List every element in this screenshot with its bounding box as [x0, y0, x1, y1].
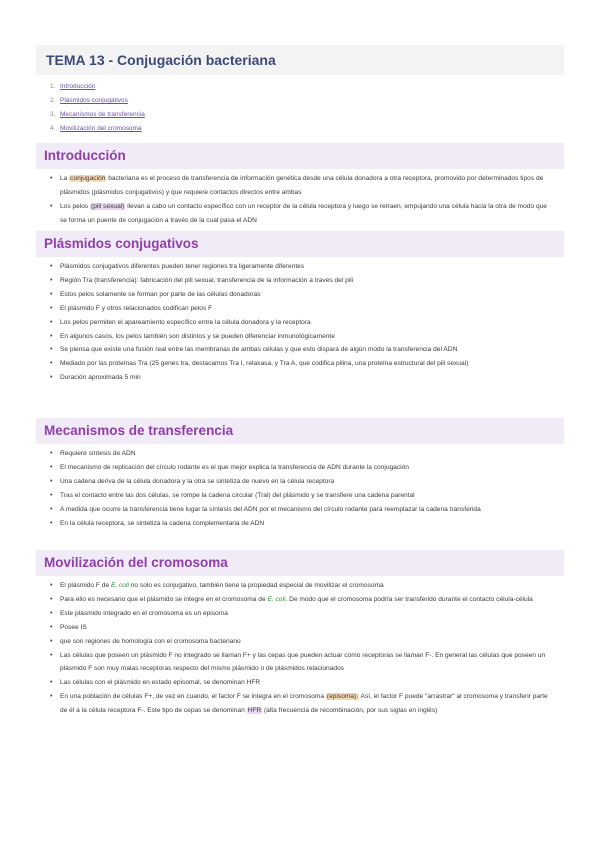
list-item: • Las células con el plásmido en estado episomal, se denominan HFR	[50, 676, 555, 690]
toc-number: 2.	[50, 97, 56, 104]
list-item: • En la célula receptora, se sintetiza la cadena complementaria de ADN	[50, 517, 555, 531]
toc-number: 3.	[50, 111, 56, 118]
toc-link-movilizacion[interactable]: Movilización del cromosoma	[60, 125, 142, 132]
list-item: • Mediado por las proteínas Tra (25 genes tra, destacamos Tra I, relaxasa, y Tra A, que codifica pilina, una proteína estructural del pili sexual)	[50, 357, 555, 371]
list-item: • Duración aproximada 5 min	[50, 371, 555, 385]
section-heading-introduccion	[36, 143, 564, 169]
section-heading-plasmidos	[36, 231, 564, 257]
text: (alta frecuencia de recombinación, por sus siglas en inglés)	[262, 707, 438, 715]
text: El plásmido F de	[60, 582, 111, 589]
section-title: Introducción	[44, 148, 126, 163]
title-bar	[36, 45, 564, 75]
list-item: • El mecanismo de replicación del círculo rodante es el que mejor explica la transferencia de ADN durante la conjugación	[50, 461, 555, 475]
table-of-contents	[50, 80, 145, 136]
list-item: • El plásmido F y otros relacionados codifican pelos F	[50, 302, 555, 316]
text: no solo es conjugativo, también tiene la propiedad especial de movilizar el cromosoma	[128, 582, 384, 589]
toc-link-introduccion[interactable]: Introducción	[60, 83, 96, 90]
list-item	[50, 579, 555, 593]
highlight-term: (episoma).	[326, 693, 359, 701]
list-item: • Este plásmido integrado en el cromosoma es un episoma	[50, 607, 555, 621]
section-body-movilizacion	[50, 579, 555, 718]
highlight-term: conjugación	[70, 175, 106, 182]
section-body-mecanismos	[50, 447, 555, 530]
section-title: Mecanismos de transferencia	[44, 423, 234, 438]
text: En una población de células F+, de vez en cuando, el factor F se integra en el cromosoma	[60, 693, 326, 701]
list-item: • Plásmidos conjugativos diferentes pueden tener regiones tra ligeramente diferentes	[50, 260, 555, 274]
toc-item	[50, 94, 145, 108]
species-name: E. coli	[110, 582, 129, 589]
species-name: E. coli	[267, 595, 286, 603]
section-title: Movilización del cromosoma	[44, 555, 228, 570]
text: Para ello es necesario que el plásmido se integre en el cromosoma de	[60, 595, 268, 603]
list-item: • Se piensa que existe una fusión real entre las membranas de ambas células y que esto dispara de algún modo la transferencia del ADN	[50, 343, 555, 357]
list-item: • Región Tra (transferencia): fabricación del pili sexual, transferencia de la información a través del pili	[50, 274, 555, 288]
section-body-plasmidos	[50, 260, 555, 385]
list-item	[50, 200, 555, 228]
section-heading-mecanismos	[36, 418, 564, 444]
highlight-term: HFR	[247, 707, 262, 715]
list-item: • En algunos casos, los pelos también son distintos y se pueden diferenciar inmunológicamente	[50, 330, 555, 344]
list-item: • Requiere síntesis de ADN	[50, 447, 555, 461]
section-heading-movilizacion	[36, 550, 564, 576]
text: Los pelos	[60, 202, 91, 210]
toc-item	[50, 122, 145, 136]
highlight-term: (pili sexual)	[91, 202, 125, 210]
section-title: Plásmidos conjugativos	[44, 236, 199, 251]
list-item	[50, 690, 555, 718]
list-item: • Posee IS	[50, 621, 555, 635]
toc-link-plasmidos[interactable]: Plásmidos conjugativos	[60, 97, 128, 104]
toc-link-mecanismos[interactable]: Mecanismos de transferencia	[60, 111, 145, 118]
text: bacteriana es el proceso de transferencia de información genética desde una célula donadora a otra receptora, promovido por determinados tipos de plásmidos (plásmidos conjugativos) y que requiere contactos directos entre ambas	[60, 175, 544, 196]
list-item	[50, 593, 555, 607]
page-title: TEMA 13 - Conjugación bacteriana	[46, 52, 276, 68]
list-item: • Tras el contacto entre las dos células, se rompe la cadena circular (Tral) del plásmido y se transfiere una cadena parental	[50, 489, 555, 503]
list-item	[50, 172, 555, 200]
list-item: • A medida que ocurre la transferencia tiene lugar la síntesis del ADN por el mecanismo del círculo rodante para reemplazar la cadena transferida	[50, 503, 555, 517]
text: La	[60, 175, 70, 182]
toc-item	[50, 80, 145, 94]
toc-item	[50, 108, 145, 122]
list-item: • Una cadena deriva de la célula donadora y la otra se sintetiza de nuevo en la célula receptora	[50, 475, 555, 489]
list-item: • Los pelos permiten el apareamiento específico entre la célula donadora y la receptora	[50, 316, 555, 330]
toc-number: 4.	[50, 125, 56, 132]
list-item: • que son regiones de homología con el cromosoma bacteriano	[50, 635, 555, 649]
text: llevan a cabo un contacto específico con un receptor de la célula receptora y luego se retraen, empujando una célula hacia la otra de modo que se forma un puente de conjugación a través de la cual pasa el ADN	[60, 202, 547, 224]
text: . De modo que el cromosoma podría ser transferido durante el contacto célula-célula	[285, 595, 533, 603]
list-item: • Estos pelos solamente se forman por parte de las células donadoras	[50, 288, 555, 302]
toc-number: 1.	[50, 83, 56, 90]
text: Así, el factor F puede "arrastrar" al cromosoma y transferir parte de él a la célula receptora F-. Este tipo de cepas se denominan	[60, 693, 548, 715]
section-body-introduccion	[50, 172, 555, 228]
list-item: • Las células que poseen un plásmido F no integrado se llaman F+ y las cepas que pueden actuar como receptoras se llaman F-. En general las células que poseen un plásmido F son muy malas receptoras respecto del mismo plásmido o de plásmidos relacionados	[50, 649, 555, 677]
